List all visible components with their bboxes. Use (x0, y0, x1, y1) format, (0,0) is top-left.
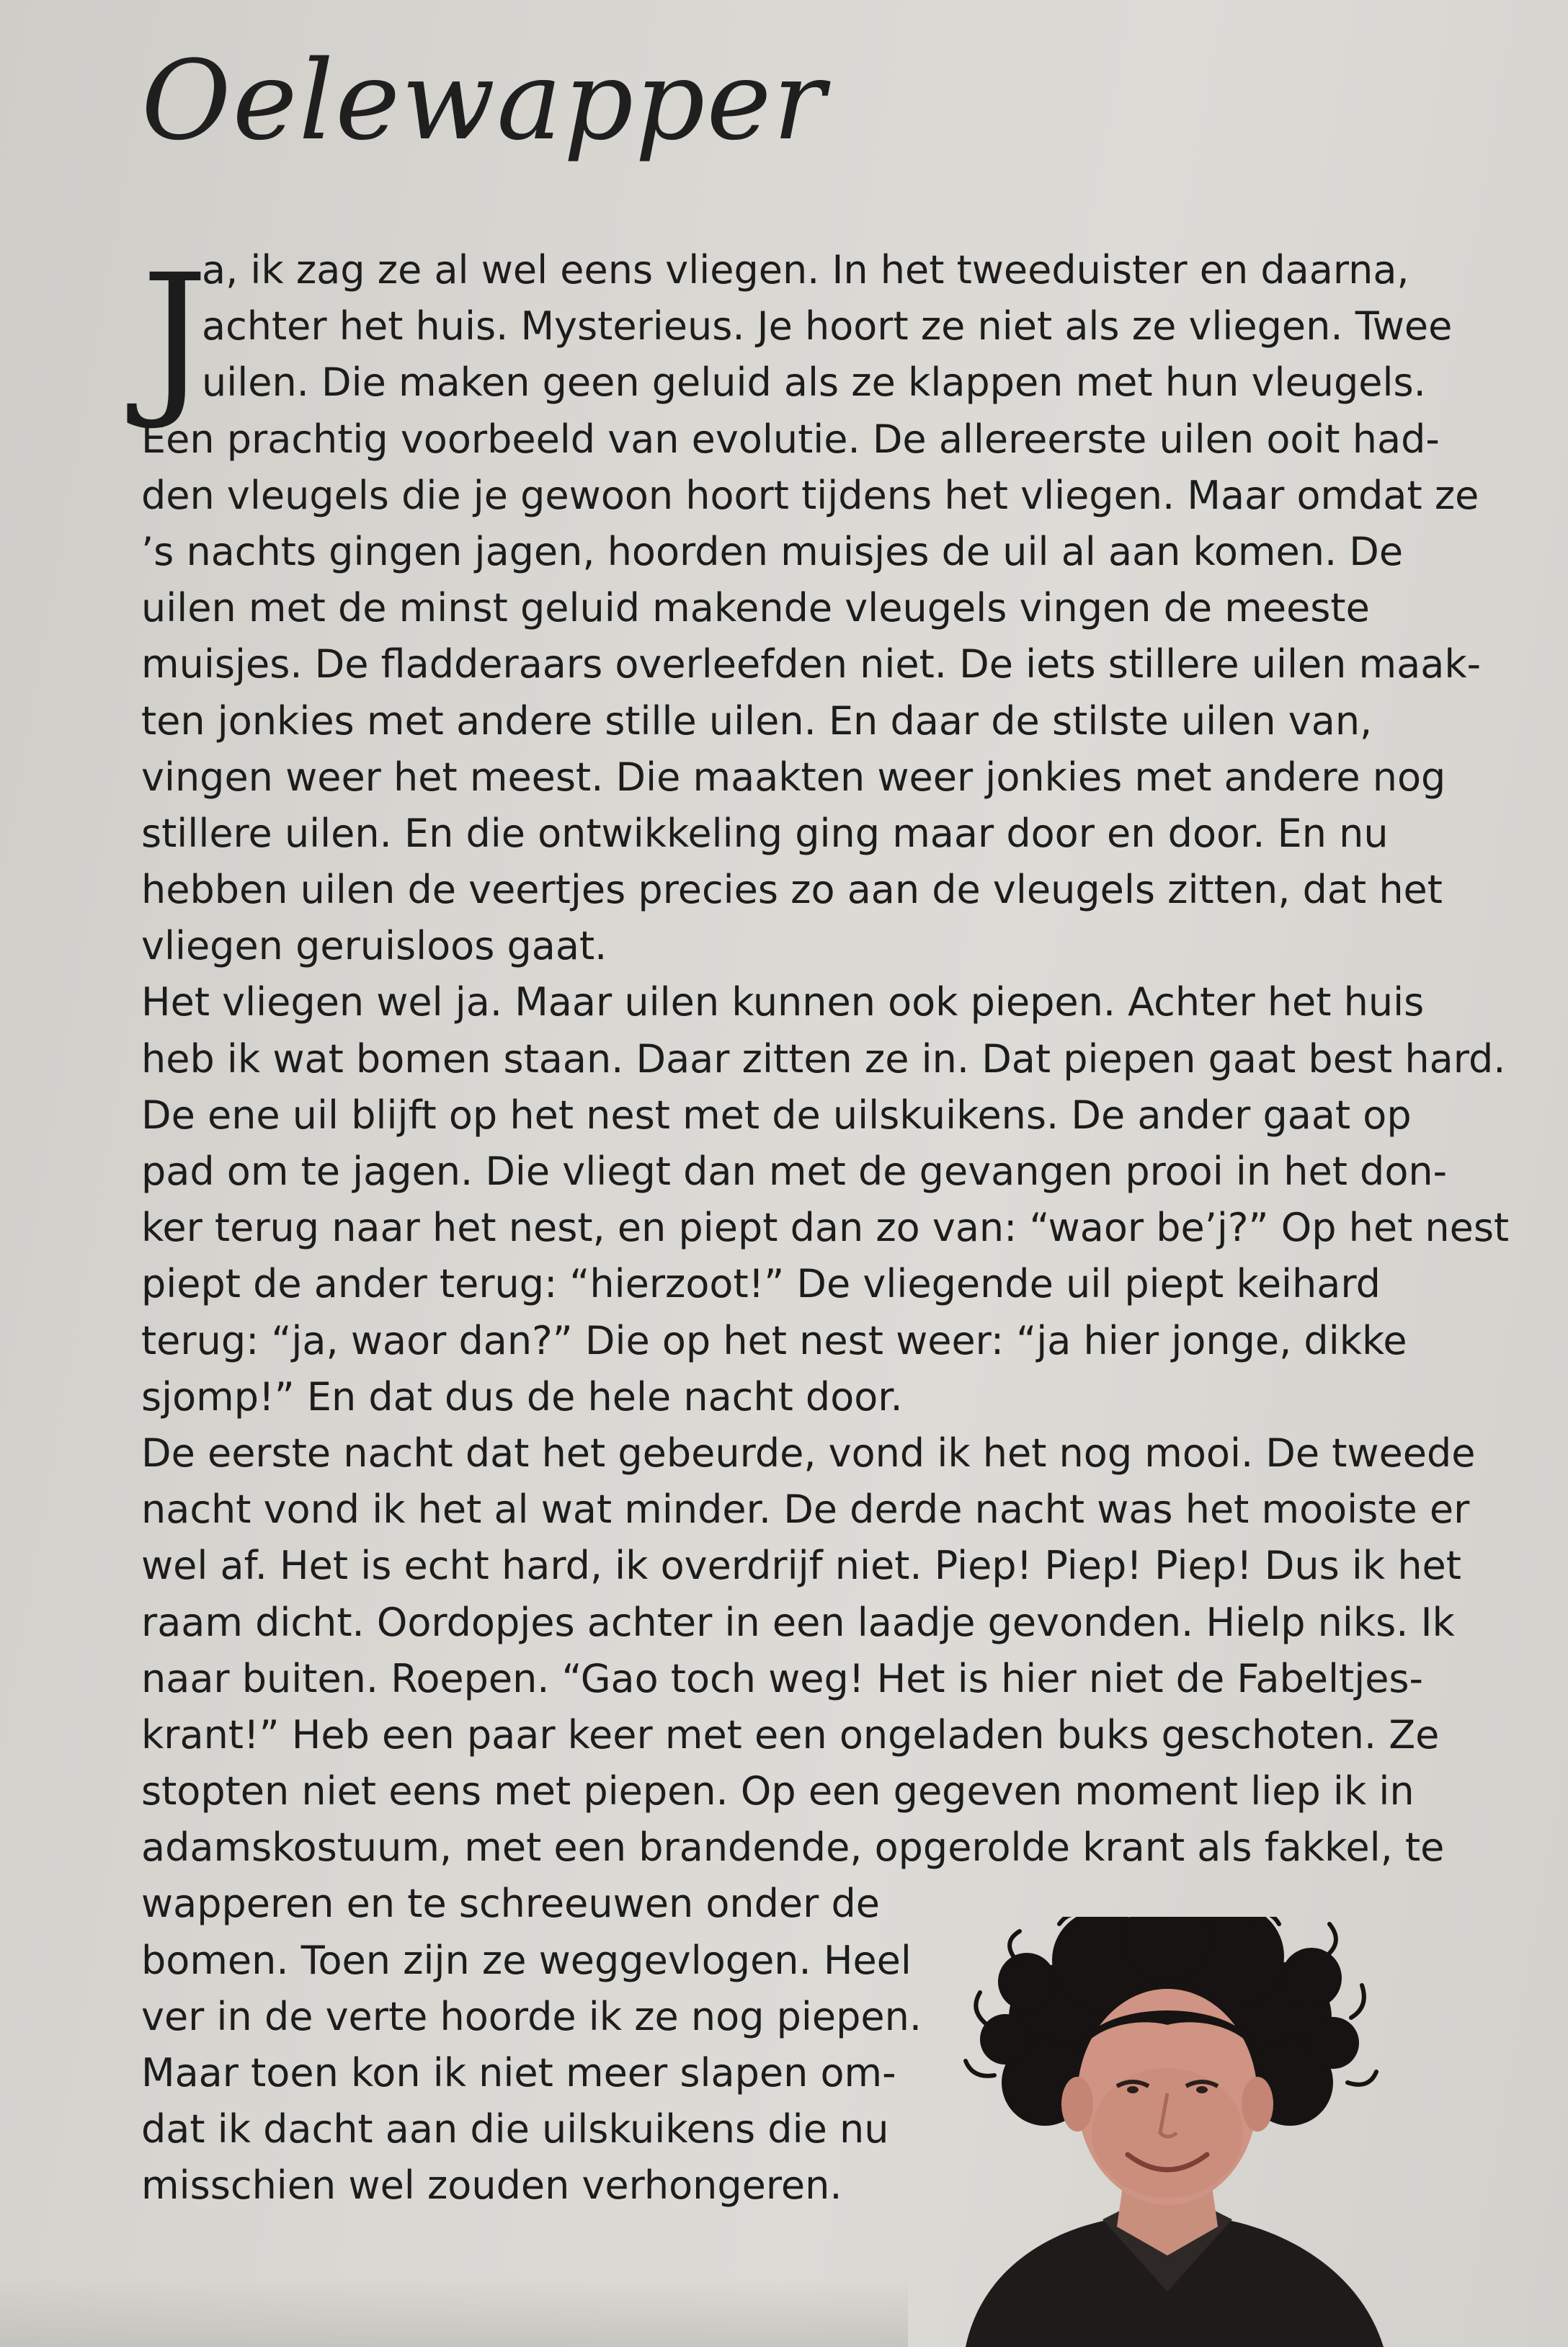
body-line: bomen. Toen zijn ze weggevlogen. Heel (141, 1937, 912, 1983)
body-line: ten jonkies met andere stille uilen. En daar de stilste uilen van, (141, 698, 1373, 744)
body-line: nacht vond ik het al wat minder. De derde nacht was het mooiste er (141, 1487, 1470, 1533)
body-line: muisjes. De fladderaars overleefden niet. De iets stillere uilen maak- (141, 641, 1482, 687)
body-line: uilen. Die maken geen geluid als ze klappen met hun vleugels. (202, 360, 1426, 406)
body-line: terug: “ja, waor dan?” Die op het nest weer: “ja hier jonge, dikke (141, 1317, 1407, 1363)
body-line: misschien wel zouden verhongeren. (141, 2163, 842, 2209)
body-line: wapperen en te schreeuwen onder de (141, 1881, 880, 1927)
body-line: a, ik zag ze al wel eens vliegen. In het tweeduister en daarna, (202, 247, 1409, 293)
body-line: uilen met de minst geluid makende vleugels vingen de meeste (141, 585, 1370, 631)
portrait-ear-left (1061, 2077, 1093, 2132)
author-portrait (937, 1917, 1398, 2347)
body-line: ’s nachts gingen jagen, hoorden muisjes de uil al aan komen. De (141, 528, 1404, 574)
body-line: De eerste nacht dat het gebeurde, vond ik het nog mooi. De tweede (141, 1430, 1476, 1476)
body-line: vliegen geruisloos gaat. (141, 923, 607, 969)
body-line: wel af. Het is echt hard, ik overdrijf niet. Piep! Piep! Piep! Dus ik het (141, 1543, 1461, 1589)
body-line: Het vliegen wel ja. Maar uilen kunnen ook piepen. Achter het huis (141, 979, 1425, 1025)
body-line: stopten niet eens met piepen. Op een gegeven moment liep ik in (141, 1768, 1415, 1814)
body-line: adamskostuum, met een brandende, opgerolde krant als fakkel, te (141, 1825, 1445, 1871)
body-line: naar buiten. Roepen. “Gao toch weg! Het is hier niet de Fabeltjes- (141, 1655, 1424, 1701)
body-line: heb ik wat bomen staan. Daar zitten ze in. Dat piepen gaat best hard. (141, 1036, 1506, 1082)
body-line: den vleugels die je gewoon hoort tijdens het vliegen. Maar omdat ze (141, 472, 1479, 518)
portrait-ear-right (1242, 2077, 1273, 2132)
article-title: Oelewapper (141, 37, 827, 164)
body-line: ker terug naar het nest, en piept dan zo van: “waor be’j?” Op het nest (141, 1205, 1510, 1251)
body-line: sjomp!” En dat dus de hele nacht door. (141, 1373, 903, 1420)
page-edge-shadow (0, 2277, 908, 2347)
body-line: achter het huis. Mysterieus. Je hoort ze niet als ze vliegen. Twee (202, 303, 1453, 349)
body-line: pad om te jagen. Die vliegt dan met de gevangen prooi in het don- (141, 1149, 1448, 1194)
body-line: ver in de verte hoorde ik ze nog piepen. (141, 1993, 922, 2039)
body-line: piept de ander terug: “hierzoot!” De vliegende uil piept keihard (141, 1261, 1381, 1307)
body-line: Een prachtig voorbeeld van evolutie. De allereerste uilen ooit had- (141, 416, 1440, 462)
body-line: krant!” Heb een paar keer met een ongeladen buks geschoten. Ze (141, 1711, 1440, 1758)
body-line: stillere uilen. En die ontwikkeling ging maar door en door. En nu (141, 810, 1389, 856)
drop-cap: J (141, 239, 209, 433)
body-line: Maar toen kon ik niet meer slapen om- (141, 2050, 896, 2096)
body-line: De ene uil blijft op het nest met de uilskuikens. De ander gaat op (141, 1092, 1412, 1138)
body-line: vingen weer het meest. Die maakten weer jonkies met andere nog (141, 754, 1446, 800)
body-line: raam dicht. Oordopjes achter in een laadje gevonden. Hielp niks. Ik (141, 1599, 1455, 1645)
body-line: dat ik dacht aan die uilskuikens die nu (141, 2106, 889, 2152)
body-line: hebben uilen de veertjes precies zo aan de vleugels zitten, dat het (141, 867, 1443, 913)
